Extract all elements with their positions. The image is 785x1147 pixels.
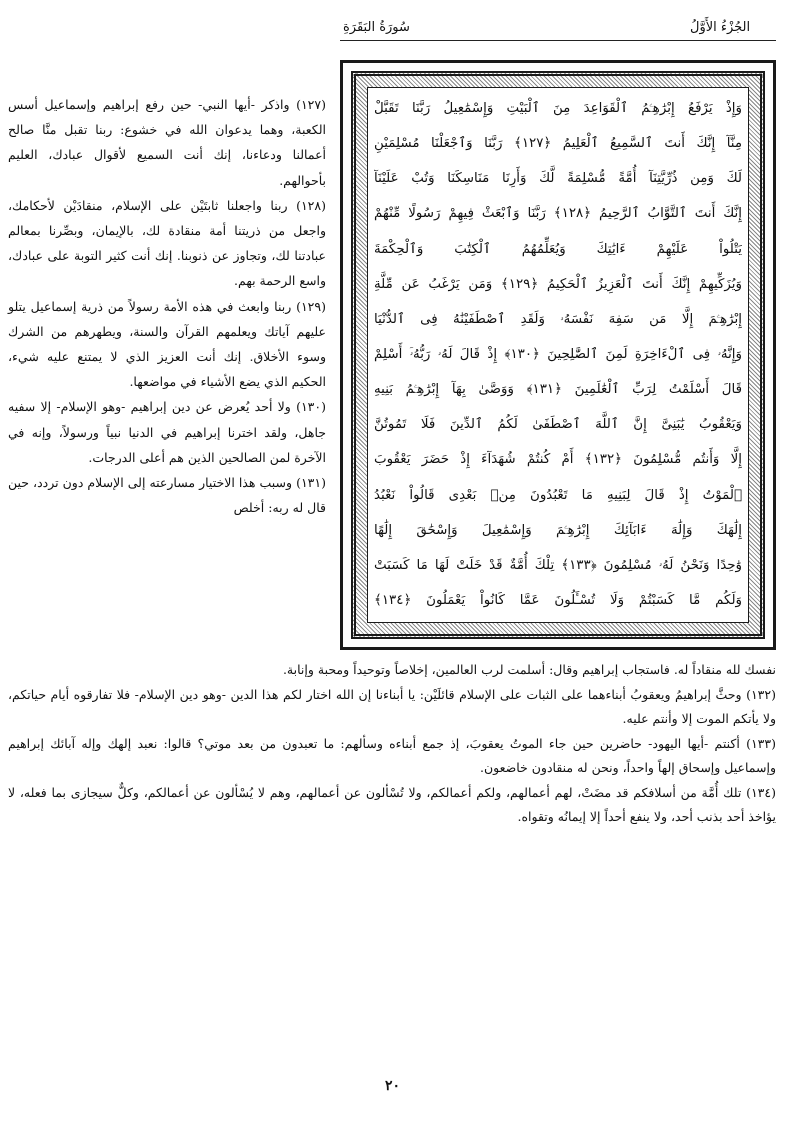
mushaf-line: يَتْلُواْ عَلَيْهِمْ ءَايَٰتِكَ وَيُعَلِّمُهُمُ ٱلْكِتَٰبَ وَٱلْحِكْمَةَ — [374, 241, 742, 257]
tafsir-paragraph: (١٣٣) أكنتم -أيها اليهود- حاضرين حين جاء الموتُ يعقوبَ، إذ جمع أبناءه وسألهم: ما تعبدون من بعد موتي؟ قالوا: نعبد إلهك وإله آبائك إبراهيم وإسماعيل وإسحاق إلهاً واحداً، ونحن له منقادون خاضعون. — [8, 735, 776, 775]
tafsir-paragraph: (١٣٠) ولا أحد يُعرض عن دين إبراهيم -وهو الإسلام- إلا سفيه جاهل، ولقد اخترنا إبراهيم في الدنيا نبياً ورسولاً، وإنه في الآخرة لمن الصالحين الذين هم أعلى الدرجات. — [8, 399, 326, 465]
mushaf-line: إِبْرَٰهِـۧمَ إِلَّا مَن سَفِهَ نَفْسَهُۥ وَلَقَدِ ٱصْطَفَيْنَٰهُ فِى ٱلدُّنْيَا — [374, 311, 742, 327]
mushaf-line: وَٰحِدًا وَنَحْنُ لَهُۥ مُسْلِمُونَ ﴿١٣٣﴾ تِلْكَ أُمَّةٌ قَدْ خَلَتْ لَهَا مَا كَسَبَتْ — [374, 557, 742, 573]
tafsir-paragraph: (١٢٩) ربنا وابعث في هذه الأمة رسولاً من ذرية إسماعيل يتلو عليهم آياتك ويعلمهم القرآن والسنة، ويطهرهم من الشرك وسوء الأخلاق. إنك أنت العزيز الذي لا يمتنع عليه شيء، الحكيم الذي يضع الأشياء في مواضعها. — [8, 298, 326, 390]
tafsir-paragraph: (١٣٢) وحثَّ إبراهيمُ ويعقوبُ أبناءهما على الثبات على الإسلام قائلَيْن: يا أبناءنا إن الله اختار لكم هذا الدين -وهو دين الإسلام- فلا تفارقوه أيام حياتكم، ولا يأتكم الموت إلا وأنتم عليه. — [8, 686, 776, 726]
mushaf-line: مِنَّآ إِنَّكَ أَنتَ ٱلسَّمِيعُ ٱلْعَلِيمُ ﴿١٢٧﴾ رَبَّنَا وَٱجْعَلْنَا مُسْلِمَيْنِ — [374, 136, 742, 152]
mushaf-frame — [340, 60, 776, 650]
mushaf-line: لَكَ وَمِن ذُرِّيَّتِنَآ أُمَّةً مُّسْلِمَةً لَّكَ وَأَرِنَا مَنَاسِكَنَا وَتُبْ عَلَيْنَآ — [374, 171, 742, 187]
mushaf-line: وَيُزَكِّيهِمْ إِنَّكَ أَنتَ ٱلْعَزِيزُ ٱلْحَكِيمُ ﴿١٢٩﴾ وَمَن يَرْغَبُ عَن مِّلَّةِ — [374, 276, 742, 292]
mushaf-line: إِلَّا وَأَنتُم مُّسْلِمُونَ ﴿١٣٢﴾ أَمْ كُنتُمْ شُهَدَآءَ إِذْ حَضَرَ يَعْقُوبَ — [374, 452, 742, 468]
mushaf-line: قَالَ أَسْلَمْتُ لِرَبِّ ٱلْعَٰلَمِينَ ﴿١٣١﴾ وَوَصَّىٰ بِهَآ إِبْرَٰهِـۧمُ بَنِيهِ — [374, 382, 742, 398]
mushaf-text-area — [367, 87, 749, 623]
mushaf-line: وَإِنَّهُۥ فِى ٱلْءَاخِرَةِ لَمِنَ ٱلصَّٰلِحِينَ ﴿١٣٠﴾ إِذْ قَالَ لَهُۥ رَبُّهُۥٓ أَسْلِمْ — [374, 346, 742, 362]
juz-title: الجُزْءُ الأَوَّلُ — [690, 20, 751, 35]
tafsir-side-column — [8, 92, 326, 520]
tafsir-paragraph: نفسك لله منقاداً له. فاستجاب إبراهيم وقال: أسلمت لرب العالمين، إخلاصاً وتوحيداً ومحبة وإنابة. — [282, 662, 776, 677]
mushaf-line: إِلَٰهَكَ وَإِلَٰهَ ءَابَآئِكَ إِبْرَٰهِـۧمَ وَإِسْمَٰعِيلَ وَإِسْحَٰقَ إِلَٰهًا — [374, 522, 742, 538]
tafsir-paragraph: (١٢٨) ربنا واجعلنا ثابتَيْن على الإسلام، منقادَيْن لأحكامك، واجعل من ذريتنا أمة منقادة لك، بالإيمان، وبصِّرنا بمعالم عبادتنا لك، وتجاوز عن ذنوبنا. إنك أنت كثير التوبة على عبادك، واسع الرحمة بهم. — [8, 197, 326, 289]
header-rule — [340, 40, 776, 41]
mushaf-line: وَلَكُم مَّا كَسَبْتُمْ وَلَا تُسْـَٔلُونَ عَمَّا كَانُواْ يَعْمَلُونَ ﴿١٣٤﴾ — [374, 592, 742, 608]
mushaf-line: وَإِذْ يَرْفَعُ إِبْرَٰهِـۧمُ ٱلْقَوَاعِدَ مِنَ ٱلْبَيْتِ وَإِسْمَٰعِيلُ رَبَّنَا تَقَبَّلْ — [374, 101, 742, 116]
tafsir-paragraph: (١٣٤) تلك أُمَّة من أسلافكم قد مضَتْ، لهم أعمالهم، ولكم أعمالكم، ولا تُسْألون عن أعمالهم، وهم لا يُسْألون عن أعمالكم، وكلٌّ سيجازى بما فعله، لا يؤاخذ أحد بذنب أحد، ولا ينفع أحداً إلا إيمانُه وتقواه. — [8, 784, 776, 824]
tafsir-paragraph: (١٣١) وسبب هذا الاختيار مسارعته إلى الإسلام دون تردد، حين قال له ربه: أخلص — [8, 475, 326, 516]
mushaf-line: وَيَعْقُوبُ يَٰبَنِىَّ إِنَّ ٱللَّهَ ٱصْطَفَىٰ لَكُمُ ٱلدِّينَ فَلَا تَمُوتُنَّ — [374, 417, 742, 433]
surah-title: سُورَةُ البَقَرَةِ — [343, 20, 410, 35]
mushaf-line: ٱلْمَوْتُ إِذْ قَالَ لِبَنِيهِ مَا تَعْبُدُونَ مِنۢ بَعْدِى قَالُواْ نَعْبُدُ — [374, 487, 742, 503]
tafsir-full-width — [8, 658, 776, 830]
mushaf-line: إِنَّكَ أَنتَ ٱلتَّوَّابُ ٱلرَّحِيمُ ﴿١٢٨﴾ رَبَّنَا وَٱبْعَثْ فِيهِمْ رَسُولًا مِّنْهُمْ — [374, 206, 742, 222]
page-number: ٢٠ — [384, 1078, 401, 1094]
tafsir-paragraph: (١٢٧) واذكر -أيها النبي- حين رفع إبراهيم وإسماعيل أسس الكعبة، وهما يدعوان الله في خشوع: ربنا تقبل منَّا صالح أعمالنا ودعاءنا، إنك أنت السميع لأقوال عبادك، العليم بأحوالهم. — [8, 97, 326, 188]
